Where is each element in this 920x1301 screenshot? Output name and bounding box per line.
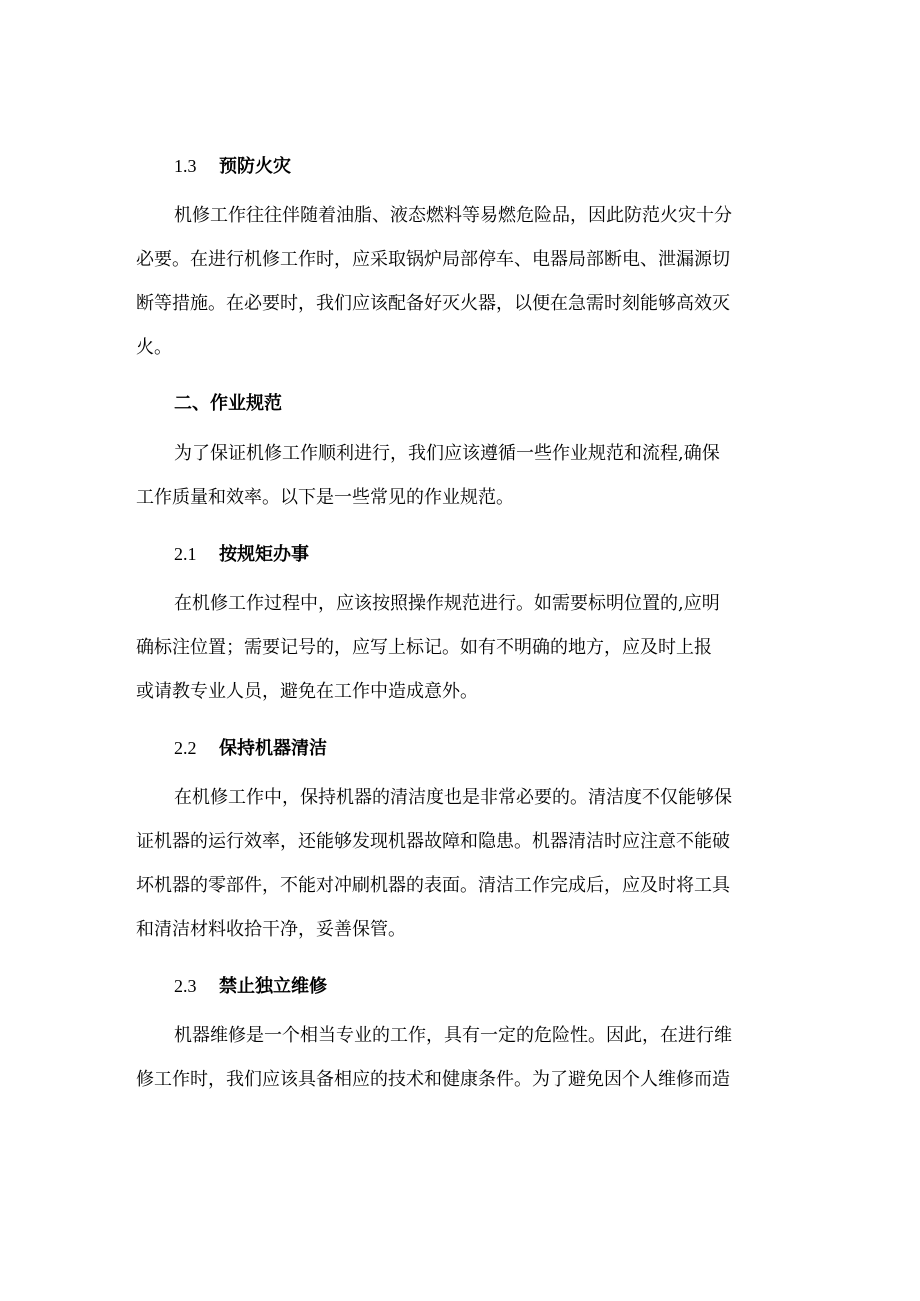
paragraph-line: 必要。在进行机修工作时，应采取锅炉局部停车、电器局部断电、泄漏源切 bbox=[136, 249, 730, 270]
section-number: 2.2 bbox=[174, 738, 197, 758]
paragraph-line: 机修工作往往伴随着油脂、液态燃料等易燃危险品，因此防范火灾十分 bbox=[174, 205, 732, 226]
paragraph-line: 坏机器的零部件，不能对冲刷机器的表面。清洁工作完成后，应及时将工具 bbox=[136, 875, 730, 896]
section-number: 1.3 bbox=[174, 156, 197, 176]
paragraph-line: 和清洁材料收拾干净，妥善保管。 bbox=[136, 919, 406, 940]
section-title: 二、作业规范 bbox=[174, 393, 282, 414]
body-paragraph bbox=[136, 194, 796, 370]
section-title: 禁止独立维修 bbox=[219, 976, 327, 997]
paragraph-line: 火。 bbox=[136, 337, 172, 358]
section-heading bbox=[136, 144, 796, 188]
paragraph-line: 断等措施。在必要时，我们应该配备好灭火器，以便在急需时刻能够高效灭 bbox=[136, 293, 730, 314]
paragraph-line: 证机器的运行效率，还能够发现机器故障和隐患。机器清洁时应注意不能破 bbox=[136, 831, 730, 852]
paragraph-line: 在机修工作过程中，应该按照操作规范进行。如需要标明位置的,应明 bbox=[174, 593, 720, 614]
section-number: 2.3 bbox=[174, 976, 197, 996]
paragraph-line: 工作质量和效率。以下是一些常见的作业规范。 bbox=[136, 487, 514, 508]
paragraph-line: 为了保证机修工作顺利进行，我们应该遵循一些作业规范和流程,确保 bbox=[174, 443, 720, 464]
body-paragraph bbox=[136, 776, 796, 952]
body-paragraph bbox=[136, 432, 796, 520]
paragraph-line: 在机修工作中，保持机器的清洁度也是非常必要的。清洁度不仅能够保 bbox=[174, 787, 732, 808]
section-heading bbox=[136, 964, 796, 1008]
section-title: 预防火灾 bbox=[219, 156, 291, 177]
paragraph-line: 或请教专业人员，避免在工作中造成意外。 bbox=[136, 681, 478, 702]
paragraph-line: 机器维修是一个相当专业的工作，具有一定的危险性。因此，在进行维 bbox=[174, 1025, 732, 1046]
body-paragraph bbox=[136, 1014, 796, 1102]
body-paragraph bbox=[136, 582, 796, 714]
section-title: 按规矩办事 bbox=[219, 544, 309, 565]
section-heading bbox=[136, 532, 796, 576]
section-number: 2.1 bbox=[174, 544, 197, 564]
section-heading bbox=[136, 726, 796, 770]
paragraph-line: 修工作时，我们应该具备相应的技术和健康条件。为了避免因个人维修而造 bbox=[136, 1069, 730, 1090]
paragraph-line: 确标注位置；需要记号的，应写上标记。如有不明确的地方，应及时上报 bbox=[136, 637, 712, 658]
document-body bbox=[136, 144, 796, 1114]
section-heading bbox=[136, 382, 796, 426]
section-title: 保持机器清洁 bbox=[219, 738, 327, 759]
